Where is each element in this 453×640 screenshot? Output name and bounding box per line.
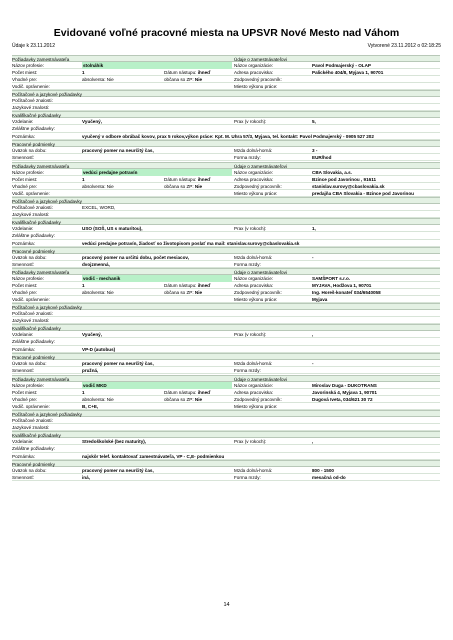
experience-value: 1, — [312, 226, 316, 232]
shifts-label: Smennosť: — [12, 474, 35, 480]
field-row — [12, 275, 440, 282]
org-value: Miroslav Duga - DUKOTRANS — [312, 383, 377, 389]
section-qualification: Kvalifikačné požiadavky — [12, 433, 61, 439]
languages-label: Jazykové znalosti: — [12, 425, 50, 431]
experience-label: Prax (v rokoch): — [234, 332, 267, 338]
org-value: CBA Slovakia, a.s. — [312, 170, 352, 176]
wage-label: Mzda dolná-horná: — [234, 467, 273, 473]
profession-value — [82, 382, 232, 389]
section-header-row — [12, 197, 440, 204]
field-row — [12, 403, 440, 410]
contract-value: pracovný pomer na neurčitý čas, — [82, 467, 154, 473]
citizen-label: občana so ZP: — [164, 184, 194, 190]
contract-value: pracovný pomer na určitú dobu, počet mesiacov, — [82, 254, 189, 260]
section-work-conditions: Pracovné podmienky — [12, 354, 55, 360]
job-listing — [12, 268, 440, 374]
start-value: ihneď — [197, 283, 211, 289]
responsible-label: Zodpovedný pracovník: — [234, 290, 282, 296]
section-qualification: Kvalifikačné požiadavky — [12, 220, 61, 226]
field-row — [12, 154, 440, 161]
note-value: vedúci predajne potravín, žiadosť so životopisom poslať ma mail: stanislav.surovy@cbaslovakia.sk — [82, 240, 300, 246]
suitable-value: absolventa: Nie — [82, 184, 114, 190]
citizen-value: Nie — [194, 184, 203, 190]
citizen-value: Nie — [194, 290, 203, 296]
field-row — [12, 331, 440, 338]
license-label: Vodič. oprávnenie: — [12, 297, 50, 303]
computer-value: EXCEL, WORD, — [82, 205, 116, 211]
field-row — [12, 211, 440, 218]
section-header-row — [12, 353, 440, 360]
wage-value: - — [312, 254, 314, 260]
experience-label: Prax (v rokoch): — [234, 439, 267, 445]
field-row — [12, 240, 440, 247]
form-label: Forma mzdy: — [234, 367, 261, 373]
created-date: Vytvorené 23.11.2012 o 02:18:25 — [367, 43, 441, 49]
field-row — [12, 76, 440, 83]
field-row — [12, 190, 440, 197]
note-label: Poznámka: — [12, 346, 35, 352]
count-value: 1 — [82, 177, 85, 183]
org-label: Názov organizácie: — [234, 63, 274, 69]
field-row — [12, 204, 440, 211]
section-employer-info: Údaje o zamestnávateľovi — [234, 377, 287, 382]
field-row — [12, 261, 440, 268]
form-value: mesačná od-do — [312, 474, 346, 480]
field-row — [12, 424, 440, 431]
org-label: Názov organizácie: — [234, 276, 274, 282]
section-header-row — [12, 410, 440, 417]
field-row — [12, 125, 440, 132]
citizen-label: občana so ZP: — [164, 397, 194, 403]
count-label: Počet miest: — [12, 283, 38, 289]
count-value: 1 — [82, 70, 85, 76]
org-label: Názov organizácie: — [234, 383, 274, 389]
contract-label: Úväzok na dobu: — [12, 467, 47, 473]
suitable-label: Vhodné pre: — [12, 184, 38, 190]
suitable-label: Vhodné pre: — [12, 397, 38, 403]
contract-label: Úväzok na dobu: — [12, 360, 47, 366]
wage-value: 3 - — [312, 147, 318, 153]
education-value: Stredoškolské (bez maturity), — [82, 439, 147, 445]
responsible-label: Zodpovedný pracovník: — [234, 77, 282, 83]
job-listing — [12, 55, 440, 161]
field-row — [12, 289, 440, 296]
shifts-value: iná, — [82, 474, 90, 480]
education-value: USO (SOŠ, US s maturitou), — [82, 226, 143, 232]
other-req-label: Zvláštne požiadavky: — [12, 339, 55, 345]
field-row — [12, 133, 440, 140]
suitable-label: Vhodné pre: — [12, 290, 38, 296]
section-qualification: Kvalifikačné požiadavky — [12, 113, 61, 119]
section-header-row — [12, 218, 440, 225]
org-value: SAMŠPORT s.r.o. — [312, 276, 351, 282]
note-value: VP-D (autobus) — [82, 346, 116, 352]
field-row — [12, 183, 440, 190]
form-label: Forma mzdy: — [234, 154, 261, 160]
license-label: Vodič. oprávnenie: — [12, 191, 50, 197]
section-work-conditions: Pracovné podmienky — [12, 461, 55, 467]
place-label: Miesto výkonu práce: — [234, 297, 278, 303]
experience-value: 5, — [312, 119, 316, 125]
other-req-label: Zvláštne požiadavky: — [12, 233, 55, 239]
shifts-value: pružná, — [82, 367, 99, 373]
contract-label: Úväzok na dobu: — [12, 254, 47, 260]
section-qualification: Kvalifikačné požiadavky — [12, 326, 61, 332]
section-header-row — [12, 90, 440, 97]
start-value: ihneď — [197, 390, 211, 396]
shifts-label: Smennosť: — [12, 154, 35, 160]
field-row — [12, 310, 440, 317]
education-label: Vzdelanie: — [12, 439, 34, 445]
profession-value — [82, 169, 232, 176]
field-row — [12, 445, 440, 452]
note-value: vyučený v odbore obrábač kovov, prax 5 rokov,výkon práce: Kpt. M. Uhra 57/3, Myjava, tel. kontakt: Pavol Podmajerský - 0905 527 202 — [82, 133, 374, 139]
wage-value: 800 - 1500 — [312, 467, 334, 473]
address-label: Adresa pracoviska: — [234, 70, 274, 76]
section-header-row — [12, 431, 440, 438]
field-row — [12, 225, 440, 232]
contract-value: pracovný pomer na neurčitý čas, — [82, 147, 154, 153]
place-value: predajňa CBA Slovakia - Bzince pod Javorinou — [312, 191, 414, 197]
section-header-row — [12, 324, 440, 331]
note-label: Poznámka: — [12, 133, 35, 139]
page-number: 14 — [223, 602, 230, 608]
start-date — [164, 282, 210, 289]
experience-value: , — [312, 439, 314, 445]
field-row — [12, 453, 440, 460]
field-row — [12, 232, 440, 239]
field-row — [12, 346, 440, 353]
start-value: ihneď — [197, 70, 211, 76]
citizen-field — [164, 289, 202, 296]
contract-value: pracovný pomer na neurčitý čas, — [82, 360, 154, 366]
field-row — [12, 254, 440, 261]
citizen-field — [164, 183, 202, 190]
field-row — [12, 389, 440, 396]
languages-label: Jazykové znalosti: — [12, 105, 50, 111]
shifts-label: Smennosť: — [12, 367, 35, 373]
address-label: Adresa pracoviska: — [234, 283, 274, 289]
section-employer-info: Údaje o zamestnávateľovi — [234, 270, 287, 275]
section-header-row — [12, 460, 440, 467]
citizen-label: občana so ZP: — [164, 290, 194, 296]
experience-value: , — [312, 332, 314, 338]
field-row — [12, 282, 440, 289]
field-row — [12, 417, 440, 424]
start-value: ihneď — [197, 177, 211, 183]
job-listing — [12, 375, 440, 481]
section-work-conditions: Pracovné podmienky — [12, 141, 55, 147]
form-label: Forma mzdy: — [234, 474, 261, 480]
address-label: Adresa pracoviska: — [234, 390, 274, 396]
address-value: Bzince pod Javorinou , 91611 — [312, 177, 377, 183]
field-row — [12, 69, 440, 76]
field-row — [12, 367, 440, 374]
section-employer-requirements: Požiadavky zamestnávateľa — [12, 377, 70, 382]
suitable-value: absolventa: Nie — [82, 77, 114, 83]
field-row — [12, 467, 440, 474]
org-label: Názov organizácie: — [234, 170, 274, 176]
responsible-label: Zodpovedný pracovník: — [234, 397, 282, 403]
profession-label: Názov profesie: — [12, 170, 44, 176]
suitable-value: absolventa: Nie — [82, 397, 114, 403]
section-employer-requirements: Požiadavky zamestnávateľa — [12, 57, 70, 62]
languages-label: Jazykové znalosti: — [12, 212, 50, 218]
field-row — [12, 317, 440, 324]
education-value: Vyučený, — [82, 332, 103, 338]
form-label: Forma mzdy: — [234, 261, 261, 267]
field-row — [12, 360, 440, 367]
field-row — [12, 147, 440, 154]
form-value: EUR/hod — [312, 154, 332, 160]
computer-label: Počítačové znalosti: — [12, 311, 53, 317]
start-label: Dátum nástupu: — [164, 390, 197, 396]
profession-label: Názov profesie: — [12, 63, 44, 69]
wage-value: - — [312, 360, 314, 366]
field-row — [12, 396, 440, 403]
address-value: MYJAVA, Hodžova 1, 90701 — [312, 283, 372, 289]
start-date — [164, 176, 210, 183]
wage-label: Mzda dolná-horná: — [234, 254, 273, 260]
field-row — [12, 382, 440, 389]
field-row — [12, 296, 440, 303]
responsible-label: Zodpovedný pracovník: — [234, 184, 282, 190]
section-header-row — [12, 162, 440, 169]
section-work-conditions: Pracovné podmienky — [12, 248, 55, 254]
address-label: Adresa pracoviska: — [234, 177, 274, 183]
education-label: Vzdelanie: — [12, 119, 34, 125]
count-value: 1 — [82, 390, 85, 396]
field-row — [12, 169, 440, 176]
place-label: Miesto výkonu práce: — [234, 84, 278, 90]
place-value: Myjava — [312, 297, 328, 303]
count-value: 1 — [82, 283, 85, 289]
suitable-value: absolventa: Nie — [82, 290, 114, 296]
languages-label: Jazykové znalosti: — [12, 318, 50, 324]
org-value: Pavol Podmajerský - OLAP — [312, 63, 371, 69]
section-header-row — [12, 111, 440, 118]
citizen-label: občana so ZP: — [164, 77, 194, 83]
citizen-field — [164, 76, 202, 83]
profession-value — [82, 275, 232, 282]
section-header-row — [12, 303, 440, 310]
citizen-field — [164, 396, 202, 403]
section-computer-language: Počítačové a jazykové požiadavky — [12, 199, 82, 205]
citizen-value: Nie — [194, 77, 203, 83]
section-header-row — [12, 55, 440, 62]
computer-label: Počítačové znalosti: — [12, 98, 53, 104]
license-label: Vodič. oprávnenie: — [12, 404, 50, 410]
responsible-value: Dugová Iveta, 034/621 30 72 — [312, 397, 373, 403]
section-header-row — [12, 140, 440, 147]
profession-label: Názov profesie: — [12, 276, 44, 282]
count-label: Počet miest: — [12, 390, 38, 396]
count-label: Počet miest: — [12, 177, 38, 183]
start-label: Dátum nástupu: — [164, 70, 197, 76]
section-computer-language: Počítačové a jazykové požiadavky — [12, 305, 82, 311]
address-value: Javorinská 4, Myjava 1, 90701 — [312, 390, 377, 396]
citizen-value: Nie — [194, 397, 203, 403]
experience-label: Prax (v rokoch): — [234, 119, 267, 125]
wage-label: Mzda dolná-horná: — [234, 360, 273, 366]
field-row — [12, 83, 440, 90]
education-value: Vyučený, — [82, 119, 103, 125]
start-label: Dátum nástupu: — [164, 283, 197, 289]
count-label: Počet miest: — [12, 70, 38, 76]
license-value: B, C+E, — [82, 404, 99, 410]
field-row — [12, 438, 440, 445]
start-date — [164, 69, 210, 76]
experience-label: Prax (v rokoch): — [234, 226, 267, 232]
profession-label: Názov profesie: — [12, 383, 44, 389]
section-header-row — [12, 375, 440, 382]
education-label: Vzdelanie: — [12, 226, 34, 232]
section-employer-requirements: Požiadavky zamestnávateľa — [12, 164, 70, 169]
profession-highlight: vodič - mechanik — [82, 275, 232, 282]
section-employer-info: Údaje o zamestnávateľovi — [234, 164, 287, 169]
note-label: Poznámka: — [12, 240, 35, 246]
computer-label: Počítačové znalosti: — [12, 418, 53, 424]
computer-label: Počítačové znalosti: — [12, 205, 53, 211]
section-computer-language: Počítačové a jazykové požiadavky — [12, 412, 82, 418]
field-row — [12, 62, 440, 69]
license-label: Vodič. oprávnenie: — [12, 84, 50, 90]
job-listing — [12, 162, 440, 268]
wage-label: Mzda dolná-horná: — [234, 147, 273, 153]
field-row — [12, 104, 440, 111]
field-row — [12, 474, 440, 481]
note-value: najskôr telef. kontaktovať zamestnávateľa, VP - C,E- podmienkou — [82, 453, 225, 459]
start-date — [164, 389, 210, 396]
profession-highlight: stolnáhik — [82, 62, 232, 69]
responsible-value: Ing. Horeš-konateľ 034/6540058 — [312, 290, 381, 296]
responsible-value: stanislav.surovy@cbaslovakia.sk — [312, 184, 385, 190]
address-value: Palického 404/8, Myjava 1, 90701 — [312, 70, 384, 76]
suitable-label: Vhodné pre: — [12, 77, 38, 83]
place-label: Miesto výkonu práce: — [234, 404, 278, 410]
shifts-value: dvojzmenná, — [82, 261, 110, 267]
field-row — [12, 176, 440, 183]
field-row — [12, 97, 440, 104]
field-row — [12, 118, 440, 125]
profession-highlight: vedúci predajne potravín — [82, 169, 232, 176]
place-label: Miesto výkonu práce: — [234, 191, 278, 197]
start-label: Dátum nástupu: — [164, 177, 197, 183]
page-title: Evidované voľné pracovné miesta na UPSVR Nové Mesto nad Váhom — [53, 27, 400, 39]
contract-label: Úväzok na dobu: — [12, 147, 47, 153]
section-computer-language: Počítačové a jazykové požiadavky — [12, 92, 82, 98]
profession-highlight: vodič MKD — [82, 382, 232, 389]
section-employer-requirements: Požiadavky zamestnávateľa — [12, 270, 70, 275]
field-row — [12, 338, 440, 345]
other-req-label: Zvláštne požiadavky: — [12, 446, 55, 452]
data-date: Údaje k 23.11.2012 — [12, 43, 55, 49]
profession-value — [82, 62, 232, 69]
section-employer-info: Údaje o zamestnávateľovi — [234, 57, 287, 62]
education-label: Vzdelanie: — [12, 332, 34, 338]
shifts-label: Smennosť: — [12, 261, 35, 267]
other-req-label: Zvláštne požiadavky: — [12, 126, 55, 132]
section-header-row — [12, 247, 440, 254]
section-header-row — [12, 268, 440, 275]
note-label: Poznámka: — [12, 453, 35, 459]
